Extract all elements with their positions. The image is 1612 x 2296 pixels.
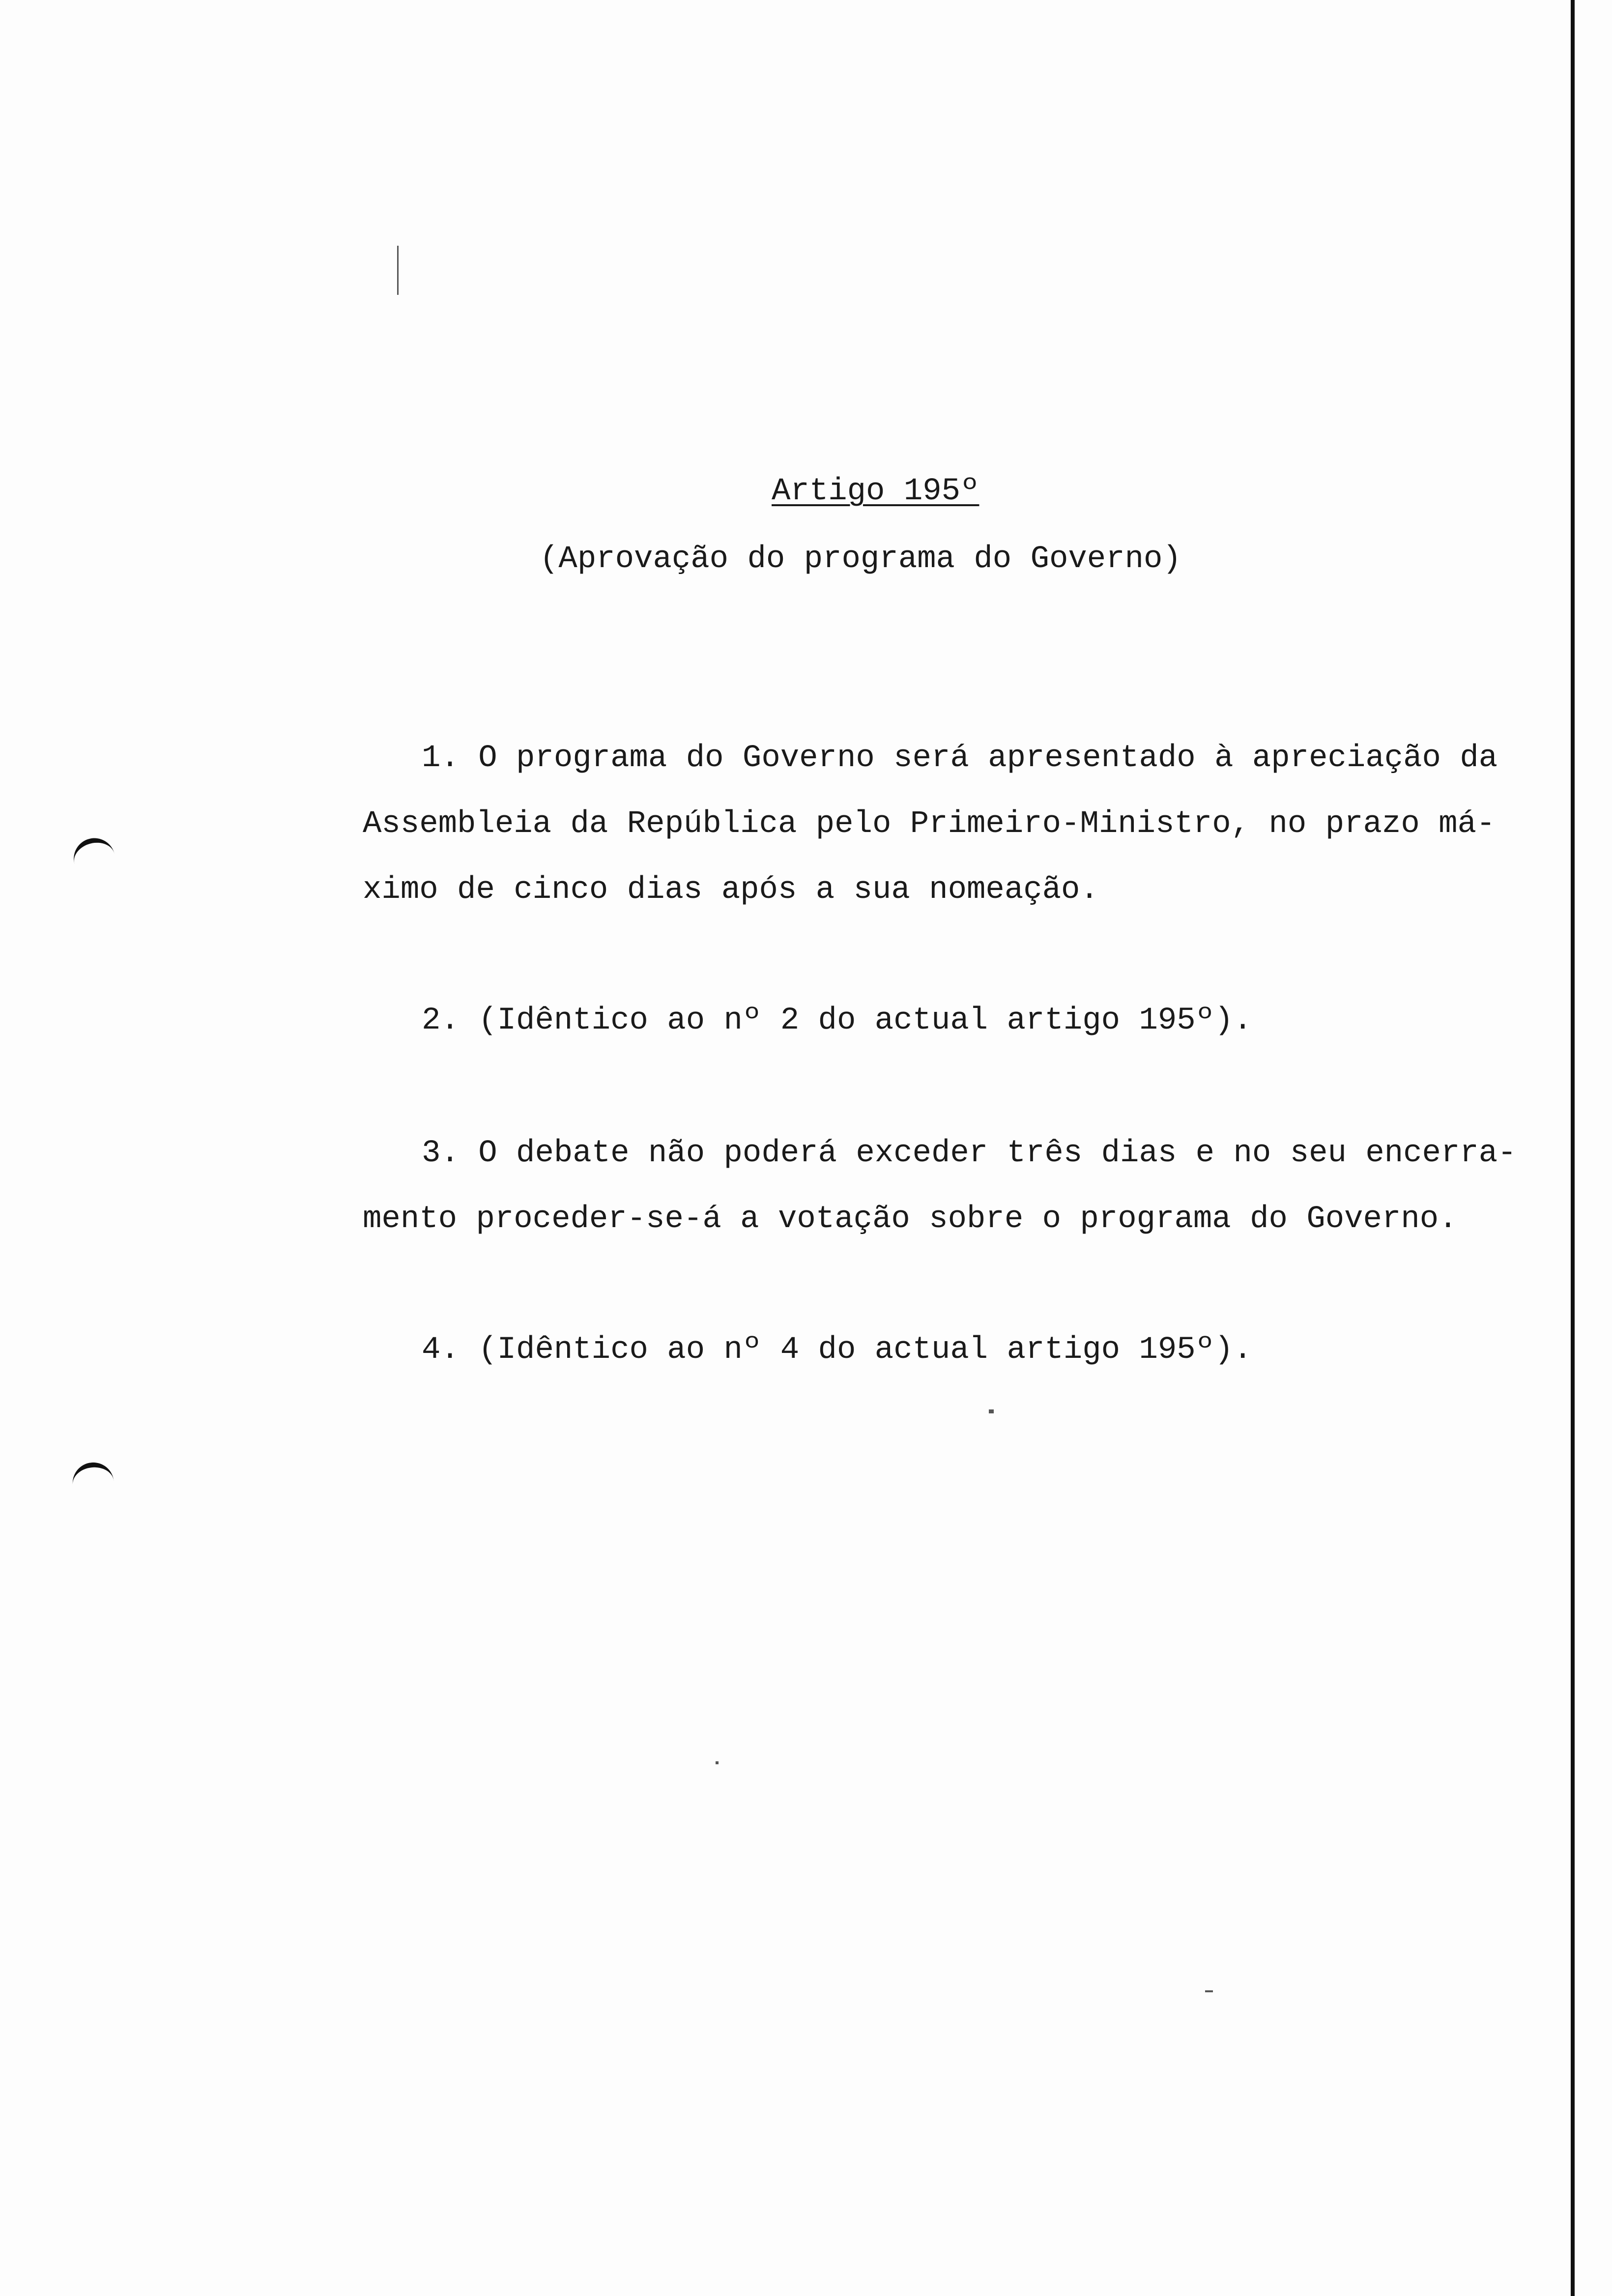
paragraph-line: ximo de cinco dias após a sua nomeação. xyxy=(363,872,1099,908)
scan-speck xyxy=(1205,1990,1213,1992)
scan-speck xyxy=(989,1409,994,1413)
paragraph-line: Assembleia da República pelo Primeiro-Ministro, no prazo má- xyxy=(363,806,1496,842)
paragraph-line: 1. O programa do Governo será apresentado à apreciação da xyxy=(422,741,1498,776)
scan-speck xyxy=(397,246,399,295)
page-edge-border xyxy=(1571,0,1575,2296)
paragraph-line: 4. (Idêntico ao nº 4 do actual artigo 195º). xyxy=(422,1332,1252,1368)
scan-speck xyxy=(716,1761,719,1764)
paragraph-line: 3. O debate não poderá exceder três dias e no seu encerra- xyxy=(422,1136,1517,1171)
article-subtitle: (Aprovação do programa do Governo) xyxy=(540,542,1181,577)
paragraph-2 xyxy=(363,988,1562,1054)
paragraph-line: 2. (Idêntico ao nº 2 do actual artigo 195º). xyxy=(422,1003,1252,1038)
paragraph-3 xyxy=(363,1120,1562,1252)
paragraph-4 xyxy=(363,1317,1562,1383)
binder-hole-mark xyxy=(69,834,115,868)
binder-hole-mark xyxy=(71,1461,115,1490)
paragraph-1 xyxy=(363,725,1562,923)
paragraph-line: mento proceder-se-á a votação sobre o programa do Governo. xyxy=(363,1202,1458,1237)
article-title: Artigo 195º xyxy=(772,474,979,509)
